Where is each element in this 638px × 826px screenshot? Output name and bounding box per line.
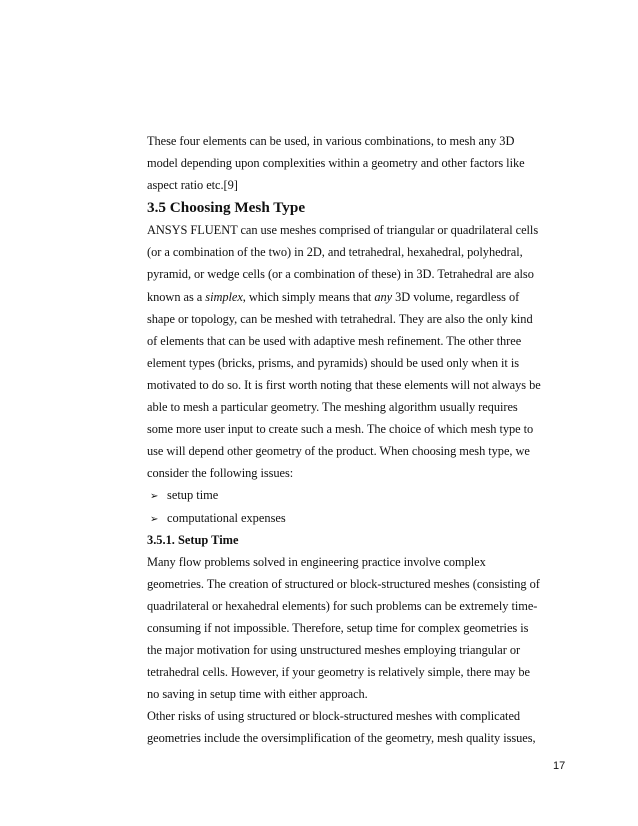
text-line: element types (bricks, prisms, and pyramids) should be used only when it is: [147, 355, 520, 370]
text-line: pyramid, or wedge cells (or a combination of these) in 3D. Tetrahedral are also: [147, 267, 534, 282]
text-line: able to mesh a particular geometry. The meshing algorithm usually requires: [147, 400, 518, 415]
text-line: the major motivation for using unstructured meshes employing triangular or: [147, 643, 521, 658]
text-line: tetrahedral cells. However, if your geometry is relatively simple, there may be: [147, 665, 530, 680]
list-item: [147, 507, 547, 529]
page-content: [147, 130, 547, 750]
text-line: use will depend other geometry of the product. When choosing mesh type, we: [147, 444, 530, 459]
arrow-bullet-icon: ➢: [150, 491, 159, 503]
list-item: [147, 484, 547, 506]
text-line: of elements that can be used with adaptive mesh refinement. The other three: [147, 333, 522, 348]
text-line: consider the following issues:: [147, 466, 294, 481]
text-line: (or a combination of the two) in 2D, and tetrahedral, hexahedral, polyhedral,: [147, 245, 523, 260]
text-run: known as a: [147, 289, 206, 304]
text-line: [147, 286, 547, 308]
text-line: model depending upon complexities within a geometry and other factors like: [147, 156, 525, 171]
setup-time-paragraph: [147, 551, 547, 750]
list-item-label: computational expenses: [167, 510, 286, 525]
text-line: These four elements can be used, in various combinations, to mesh any 3D: [147, 134, 515, 148]
text-line: quadrilateral or hexahedral elements) for such problems can be extremely time-: [147, 598, 538, 613]
italic-term: any: [374, 289, 393, 304]
intro-paragraph: [147, 130, 547, 196]
page-number: 17: [553, 760, 566, 772]
text-line: Many flow problems solved in engineering practice involve complex: [147, 554, 486, 569]
text-line: ANSYS FLUENT can use meshes comprised of triangular or quadrilateral cells: [147, 223, 539, 238]
text-line: shape or topology, can be meshed with tetrahedral. They are also the only kind: [147, 311, 533, 326]
text-line: consuming if not impossible. Therefore, setup time for complex geometries is: [147, 620, 529, 635]
text-line: no saving in setup time with either approach.: [147, 687, 368, 702]
subsection-heading: 3.5.1. Setup Time: [147, 532, 239, 547]
bullet-list: [147, 484, 547, 528]
italic-term: simplex: [205, 289, 243, 304]
text-line: Other risks of using structured or block-structured meshes with complicated: [147, 709, 521, 724]
text-line: some more user input to create such a mesh. The choice of which mesh type to: [147, 422, 534, 437]
text-line: motivated to do so. It is first worth noting that these elements will not always be: [147, 377, 541, 392]
section-heading: 3.5 Choosing Mesh Type: [147, 199, 306, 217]
text-run: , which simply means that: [242, 289, 375, 304]
arrow-bullet-icon: ➢: [150, 513, 159, 525]
text-line: geometries. The creation of structured or block-structured meshes (consisting of: [147, 576, 540, 591]
text-line: geometries include the oversimplification of the geometry, mesh quality issues,: [147, 731, 536, 746]
list-item-label: setup time: [167, 488, 219, 503]
mesh-type-paragraph: [147, 219, 547, 484]
text-line: aspect ratio etc.[9]: [147, 178, 238, 193]
text-run: 3D volume, regardless of: [392, 289, 520, 304]
